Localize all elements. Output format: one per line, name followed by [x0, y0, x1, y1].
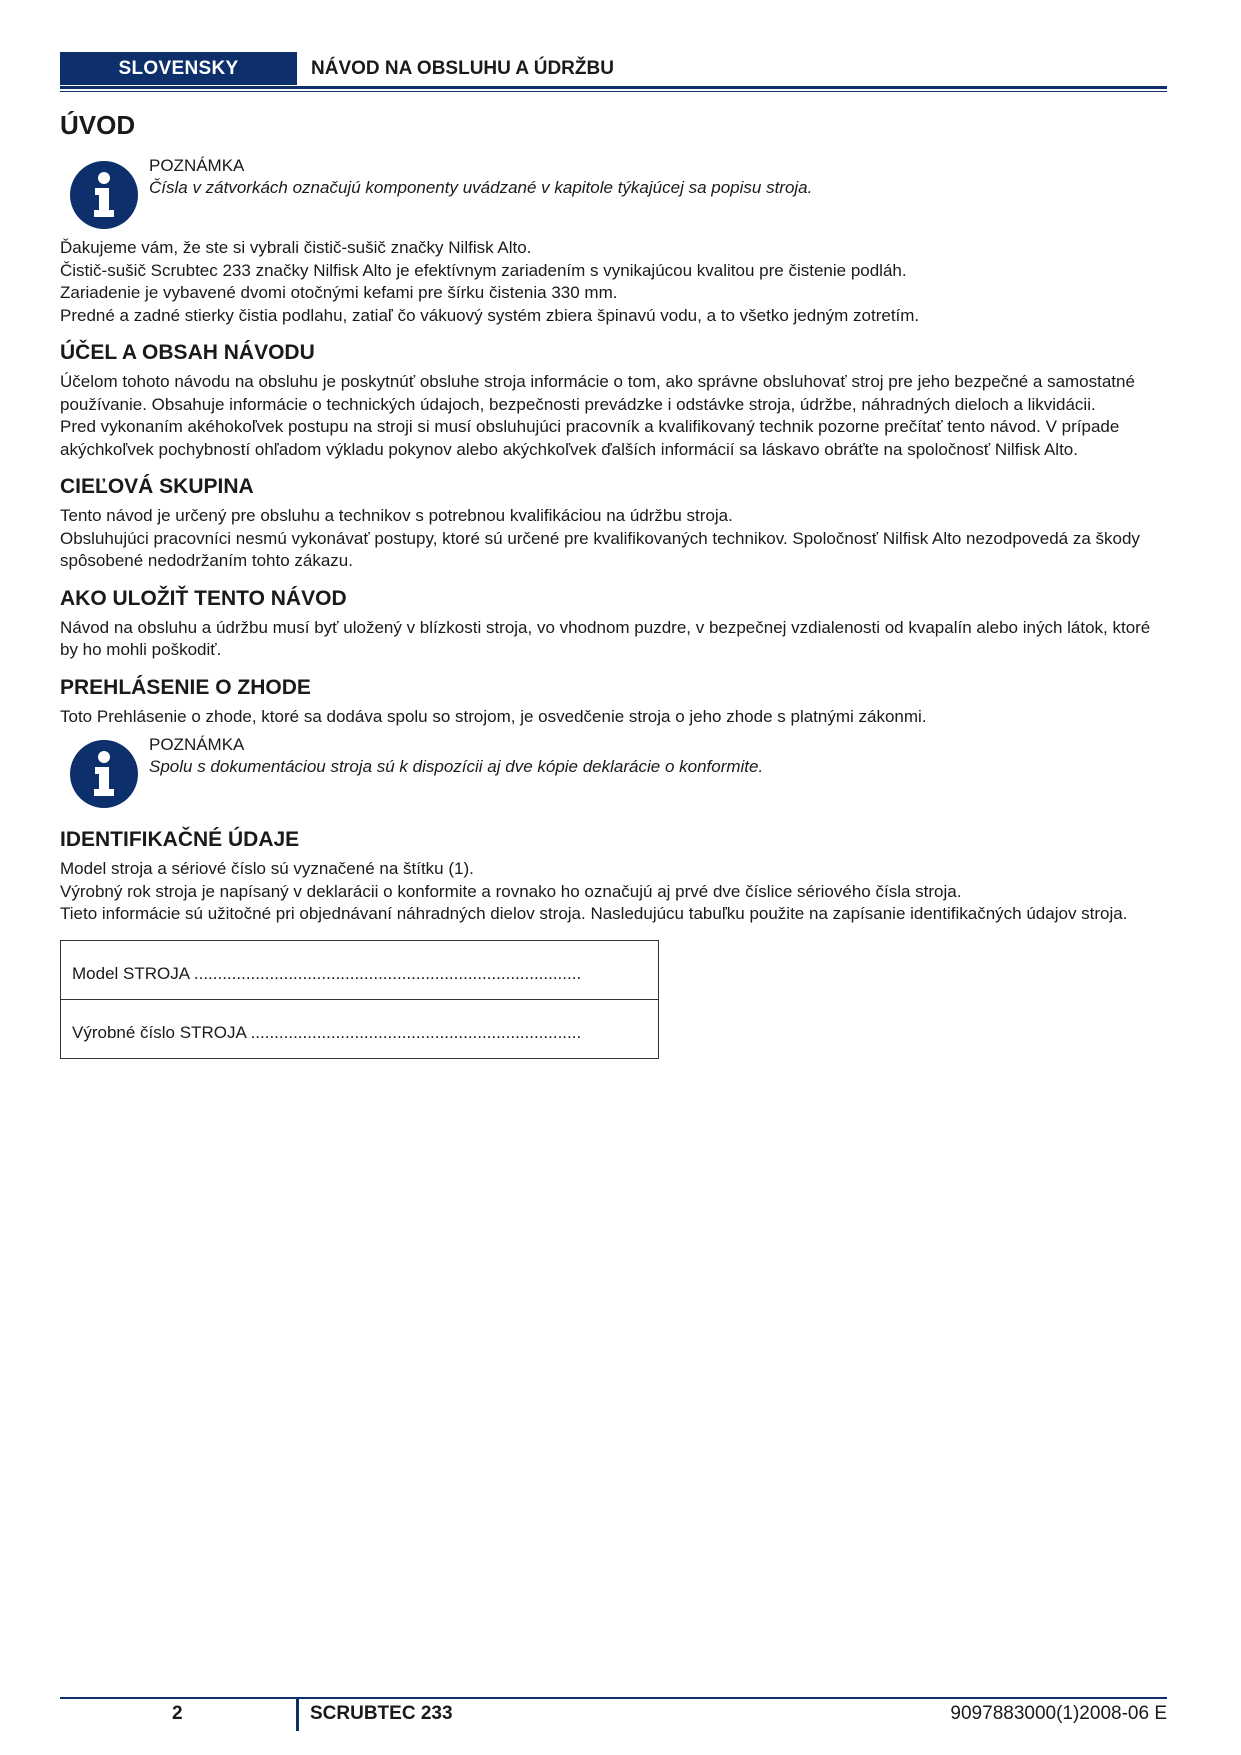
section-heading-conformity: PREHLÁSENIE O ZHODE: [60, 675, 311, 699]
note-label: POZNÁMKA: [149, 735, 245, 754]
paragraph: Zariadenie je vybavené dvomi otočnými kefami pre šírku čistenia 330 mm.: [60, 283, 618, 302]
section-heading-storage: AKO ULOŽIŤ TENTO NÁVOD: [60, 586, 347, 610]
note-text: Spolu s dokumentáciou stroja sú k dispozícii aj dve kópie deklarácie o konformite.: [149, 757, 764, 776]
document-title: NÁVOD NA OBSLUHU A ÚDRŽBU: [311, 58, 614, 79]
note-label: POZNÁMKA: [149, 156, 245, 175]
footer-rule: [60, 1697, 1167, 1699]
section-heading-purpose: ÚČEL A OBSAH NÁVODU: [60, 341, 315, 364]
footer-separator: [296, 1697, 299, 1731]
paragraph: Účelom tohoto návodu na obsluhu je poskytnúť obsluhe stroja informácie o tom, ako správne obsluhovať stroj pre jeho bezpečné a samostatné používanie. Obsahuje informácie o technických údajoch, bezpečnosti prevádzke i odstávke stroja, údržbe, náhradných dieloch a likvidácii.: [60, 372, 1135, 414]
identification-table: [60, 940, 659, 1059]
serial-number-row: Výrobné číslo STROJA ......................................................................: [61, 999, 658, 1058]
section-heading-identification: IDENTIFIKAČNÉ ÚDAJE: [60, 828, 300, 851]
header-rule: [60, 86, 1167, 89]
paragraph: Pred vykonaním akéhokoľvek postupu na stroji si musí obsluhujúci pracovník a kvalifikovaný technik pozorne prečítať tento návod. V prípade akýchkoľvek pochybností ohľadom výkladu pokynov alebo akýchkoľvek ďalších informácií sa láskavo obráťte na spoločnosť Nilfisk Alto.: [60, 417, 1120, 459]
language-label: SLOVENSKY: [60, 52, 297, 85]
note-text: Čísla v zátvorkách označujú komponenty uvádzané v kapitole týkajúcej sa popisu stroja.: [149, 178, 813, 197]
paragraph: Toto Prehlásenie o zhode, ktoré sa dodáva spolu so strojom, je osvedčenie stroja o jeho zhode s platnými zákonmi.: [60, 706, 927, 726]
paragraph: Výrobný rok stroja je napísaný v deklarácii o konformite a rovnako ho označujú aj prvé dve číslice sériového čísla stroja.: [60, 881, 962, 901]
page-header: [60, 52, 1167, 90]
paragraph: Tento návod je určený pre obsluhu a technikov s potrebnou kvalifikáciou na údržbu stroja.: [60, 506, 733, 525]
info-icon: [70, 161, 138, 229]
paragraph: Tieto informácie sú užitočné pri objednávaní náhradných dielov stroja. Nasledujúcu tabuľku použite na zapísanie identifikačných údajov stroja.: [60, 904, 1128, 923]
paragraph: Ďakujeme vám, že ste si vybrali čistič-sušič značky Nilfisk Alto.: [60, 238, 532, 257]
section-heading-target: CIEĽOVÁ SKUPINA: [60, 475, 254, 498]
paragraph: Návod na obsluhu a údržbu musí byť uložený v blízkosti stroja, vo vhodnom puzdre, v bezpečnej vzdialenosti od kvapalín alebo iných látok, ktoré by ho mohli poškodiť.: [60, 617, 1151, 659]
note-block-conformity: [60, 734, 1170, 806]
paragraph: Predné a zadné stierky čistia podlahu, zatiaľ čo vákuový systém zbiera špinavú vodu, a to všetko jedným zotretím.: [60, 305, 920, 325]
note-block-intro: [60, 155, 1170, 227]
paragraph: Čistič-sušič Scrubtec 233 značky Nilfisk Alto je efektívnym zariadením s vynikajúcou kvalitou pre čistenie podláh.: [60, 260, 907, 280]
page-number: 2: [172, 1703, 183, 1724]
paragraph: Obsluhujúci pracovníci nesmú vykonávať postupy, ktoré sú určené pre kvalifikovaných technikov. Spoločnosť Nilfisk Alto nezodpovedá za škody spôsobené nedodržaním tohto zákazu.: [60, 528, 1140, 570]
footer-doc-number: 9097883000(1)2008-06 E: [950, 1703, 1167, 1724]
info-icon: [70, 740, 138, 808]
header-rule-thin: [60, 91, 1167, 92]
paragraph: Model stroja a sériové číslo sú vyznačené na štítku (1).: [60, 859, 474, 878]
footer-model: SCRUBTEC 233: [310, 1703, 453, 1724]
page-footer: [60, 1697, 1167, 1731]
section-heading-intro: ÚVOD: [60, 110, 136, 140]
main-content: [60, 110, 1170, 1059]
model-row: Model STROJA ..................................................................................: [72, 963, 582, 983]
